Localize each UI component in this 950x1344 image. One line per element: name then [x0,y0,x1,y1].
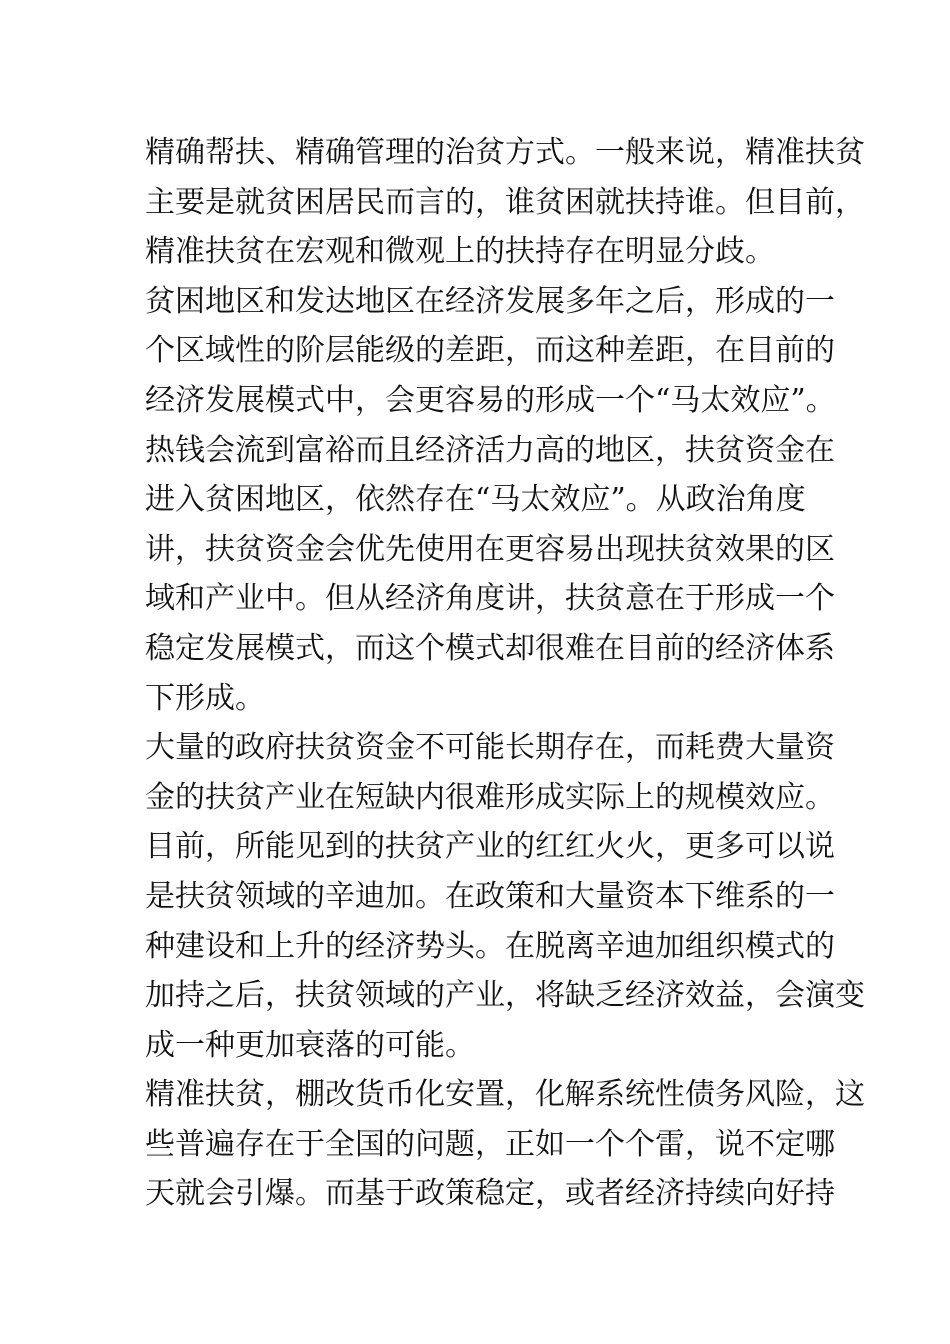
text-line: 加持之后，扶贫领域的产业，将缺乏经济效益，会演变 [145,978,865,1014]
text-line: 进入贫困地区，依然存在“马太效应”。从政治角度 [145,482,806,518]
text-line: 下形成。 [145,680,265,716]
text-line: 种建设和上升的经济势头。在脱离辛迪加组织模式的 [145,928,835,964]
text-line: 域和产业中。但从经济角度讲，扶贫意在于形成一个 [145,581,835,617]
text-line: 贫困地区和发达地区在经济发展多年之后，形成的一 [145,283,835,319]
text-line: 是扶贫领域的辛迪加。在政策和大量资本下维系的一 [145,878,835,914]
text-line: 热钱会流到富裕而且经济活力高的地区，扶贫资金在 [145,432,835,468]
text-line: 稳定发展模式，而这个模式却很难在目前的经济体系 [145,630,835,666]
text-line: 天就会引爆。而基于政策稳定，或者经济持续向好持 [145,1176,835,1212]
text-line: 个区域性的阶层能级的差距，而这种差距，在目前的 [145,333,835,369]
text-line: 主要是就贫困居民而言的，谁贫困就扶持谁。但目前， [145,184,865,220]
text-line: 成一种更加衰落的可能。 [145,1027,475,1063]
text-line: 金的扶贫产业在短缺内很难形成实际上的规模效应。 [145,779,835,815]
text-line: 目前，所能见到的扶贫产业的红红火火，更多可以说 [145,829,835,865]
document-body-text [145,128,865,1219]
text-line: 精确帮扶、精确管理的治贫方式。一般来说，精准扶贫 [145,135,865,170]
text-line: 经济发展模式中，会更容易的形成一个“马太效应”。 [145,382,836,418]
text-line: 精准扶贫在宏观和微观上的扶持存在明显分歧。 [145,234,775,270]
text-line: 些普遍存在于全国的问题，正如一个个雷，说不定哪 [145,1126,835,1162]
text-line: 大量的政府扶贫资金不可能长期存在，而耗费大量资 [145,730,835,766]
text-line: 精准扶贫，棚改货币化安置，化解系统性债务风险，这 [145,1077,865,1113]
text-line: 讲，扶贫资金会优先使用在更容易出现扶贫效果的区 [145,531,835,567]
